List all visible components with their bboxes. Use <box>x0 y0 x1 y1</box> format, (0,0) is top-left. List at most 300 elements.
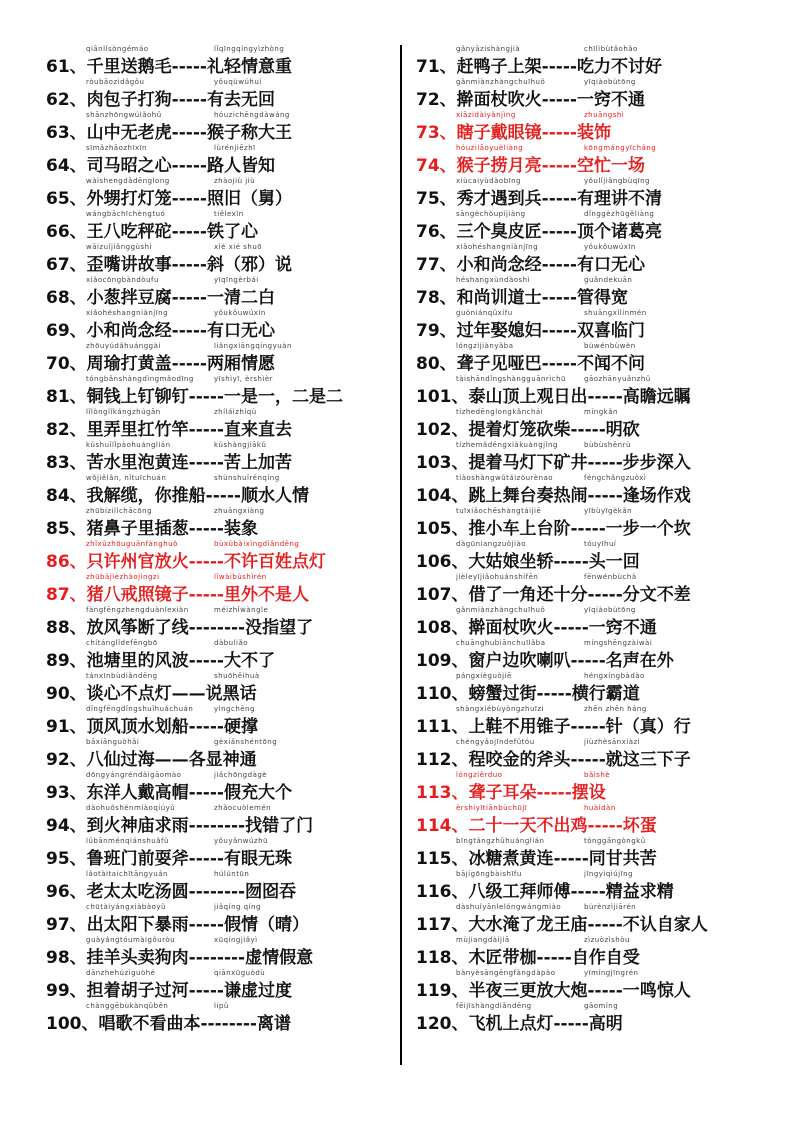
pinyin-second-part: qiānxūguòdù <box>214 969 266 977</box>
entry-number: 109、 <box>416 651 469 671</box>
dash-separator: ----- <box>188 387 224 407</box>
dash-separator: ----- <box>188 585 224 605</box>
entry-number: 64、 <box>46 156 87 176</box>
entry-number: 118、 <box>416 948 469 968</box>
entry-number: 83、 <box>46 453 87 473</box>
answer-part: 同甘共苦 <box>588 849 657 869</box>
pinyin-second-part: xūqíngjiǎyì <box>214 936 258 944</box>
entry-number: 94、 <box>46 816 87 836</box>
entry-text <box>416 551 640 573</box>
answer-part: 一窍不通 <box>576 90 645 110</box>
entry-text <box>416 485 691 507</box>
pinyin-first-part: bànyèsāngēngfàngdàpào <box>456 969 556 977</box>
entry-text <box>46 914 309 936</box>
pinyin-first-part: lóngzijiànyǎba <box>456 342 514 350</box>
entry-text <box>416 254 645 276</box>
entry-number: 93、 <box>46 783 87 803</box>
pinyin-second-part: shuāngxǐlínmén <box>584 309 647 317</box>
pinyin-first-part: xiǎohéshangniànjīng <box>86 309 169 317</box>
pinyin-second-part: lǐwàibùshìrén <box>214 573 267 581</box>
entry-text <box>46 584 309 606</box>
entry-number: 112、 <box>416 750 469 770</box>
answer-part: 就这三下子 <box>605 750 691 770</box>
pinyin-first-part: pángxièguòjiē <box>456 672 512 680</box>
pinyin-first-part: dōngyángréndàigāomào <box>86 771 182 779</box>
pinyin-first-part: guàyángtóumàigǒuròu <box>86 936 176 944</box>
entry-text <box>416 89 645 111</box>
pinyin-second-part: tóuyīhuí <box>584 540 617 548</box>
entry-number: 66、 <box>46 222 87 242</box>
entry-text <box>416 947 640 969</box>
answer-part: 顶个诸葛亮 <box>576 222 662 242</box>
entry-number: 65、 <box>46 189 87 209</box>
entry-number: 70、 <box>46 354 87 374</box>
xiehouyu-entry <box>416 771 766 804</box>
pinyin-second-part: xié xié shuō <box>214 243 263 251</box>
dash-separator: ----- <box>188 420 224 440</box>
xiehouyu-entry <box>46 507 384 540</box>
answer-part: 头一回 <box>588 552 640 572</box>
entry-text <box>46 782 292 804</box>
entry-number: 85、 <box>46 519 87 539</box>
pinyin-first-part: zhǐxǔzhōuguānfànghuǒ <box>86 540 178 548</box>
entry-number: 71、 <box>416 57 457 77</box>
dash-separator: ----- <box>587 816 623 836</box>
entry-text <box>46 419 292 441</box>
pinyin-second-part: yīmíngjīngrén <box>584 969 639 977</box>
riddle-part: 放风筝断了线 <box>86 618 189 638</box>
answer-part: 明砍 <box>605 420 640 440</box>
xiehouyu-entry <box>46 672 384 705</box>
dash-separator: ----- <box>188 651 224 671</box>
pinyin-first-part: dàgūniangzuòjiào <box>456 540 527 548</box>
answer-part: 没指望了 <box>245 618 314 638</box>
entry-number: 86、 <box>46 552 87 572</box>
answer-part: 斜（邪）说 <box>206 255 292 275</box>
xiehouyu-entry <box>416 441 766 474</box>
entry-text <box>46 980 292 1002</box>
dash-separator: ----- <box>171 255 207 275</box>
answer-part: 照旧（舅） <box>206 189 292 209</box>
pinyin-first-part: chéngyǎojīndefǔtóu <box>456 738 535 746</box>
entry-number: 61、 <box>46 57 87 77</box>
answer-part: 横行霸道 <box>571 684 640 704</box>
pinyin-first-part: ròubāozidǎgǒu <box>86 78 145 86</box>
riddle-part: 赶鸭子上架 <box>456 57 542 77</box>
dash-separator: ----- <box>536 684 572 704</box>
entry-text <box>416 386 691 408</box>
pinyin-second-part: yìngchēng <box>214 705 255 713</box>
answer-part: 离谱 <box>256 1014 291 1034</box>
pinyin-first-part: wàishengdǎdēnglong <box>86 177 170 185</box>
dash-separator: ----- <box>553 618 589 638</box>
pinyin-second-part: hóuzichēngdàwáng <box>214 111 290 119</box>
entry-number: 99、 <box>46 981 87 1001</box>
dash-separator: ----- <box>171 57 207 77</box>
answer-part: 说黑话 <box>205 684 257 704</box>
answer-part: 不认自家人 <box>622 915 708 935</box>
pinyin-first-part: chuānghubiānchuīlǎba <box>456 639 546 647</box>
dash-separator: ----- <box>205 486 241 506</box>
pinyin-second-part: yīqiàobùtōng <box>584 606 636 614</box>
entry-number: 113、 <box>416 783 469 803</box>
entry-number: 73、 <box>416 123 457 143</box>
answer-part: 摆设 <box>571 783 606 803</box>
riddle-part: 聋子见哑巴 <box>456 354 542 374</box>
dash-separator: -------- <box>188 882 246 902</box>
entry-text <box>46 1013 291 1035</box>
entry-number: 81、 <box>46 387 87 407</box>
riddle-part: 秀才遇到兵 <box>456 189 542 209</box>
xiehouyu-entry <box>416 705 766 738</box>
pinyin-first-part: tízhedēnglongkǎnchái <box>456 408 544 416</box>
xiehouyu-entry <box>46 1002 384 1035</box>
entry-number: 116、 <box>416 882 469 902</box>
entry-number: 120、 <box>416 1014 469 1034</box>
riddle-part: 擀面杖吹火 <box>468 618 554 638</box>
entry-text <box>46 881 296 903</box>
answer-part: 囫囵吞 <box>245 882 297 902</box>
xiehouyu-entry <box>416 969 766 1002</box>
riddle-part: 木匠带枷 <box>468 948 537 968</box>
dash-separator: ----- <box>541 123 577 143</box>
riddle-part: 瞎子戴眼镜 <box>456 123 542 143</box>
answer-part: 双喜临门 <box>576 321 645 341</box>
xiehouyu-entry <box>46 111 384 144</box>
pinyin-first-part: bāxiānguòhǎi <box>86 738 140 746</box>
answer-part: 硬撑 <box>223 717 258 737</box>
riddle-part: 大水淹了龙王庙 <box>468 915 588 935</box>
dash-separator: ----- <box>188 552 224 572</box>
riddle-part: 小和尚念经 <box>456 255 542 275</box>
dash-separator: ----- <box>587 453 623 473</box>
dash-separator: ----- <box>587 387 623 407</box>
riddle-part: 唱歌不看曲本 <box>98 1014 201 1034</box>
pinyin-second-part: dàbuliǎo <box>214 639 249 647</box>
column-divider <box>400 45 402 1065</box>
entry-text <box>416 320 645 342</box>
xiehouyu-entry <box>416 672 766 705</box>
answer-part: 管得宽 <box>576 288 628 308</box>
riddle-part: 肉包子打狗 <box>86 90 172 110</box>
pinyin-second-part: zhuāngshì <box>584 111 625 119</box>
answer-part: 假充大个 <box>223 783 292 803</box>
answer-part: 不闻不问 <box>576 354 645 374</box>
pinyin-first-part: lǔbānménqiánshuǎfǔ <box>86 837 169 845</box>
pinyin-second-part: yīqīngèrbái <box>214 276 259 284</box>
answer-part: 有口无心 <box>576 255 645 275</box>
dash-separator: ----- <box>171 354 207 374</box>
dash-separator: ----- <box>188 783 224 803</box>
dash-separator: -------- <box>188 948 246 968</box>
answer-part: 两厢情愿 <box>206 354 275 374</box>
entry-number: 110、 <box>416 684 469 704</box>
pinyin-second-part: bǎishè <box>584 771 611 779</box>
answer-part: 铁了心 <box>206 222 258 242</box>
entry-text <box>46 518 258 540</box>
entry-text <box>46 947 313 969</box>
entry-number: 79、 <box>416 321 457 341</box>
entry-text <box>46 452 292 474</box>
entry-text <box>416 914 708 936</box>
xiehouyu-entry <box>46 243 384 276</box>
dash-separator: —— <box>154 750 189 770</box>
pinyin-second-part: guǎndekuān <box>584 276 633 284</box>
entry-text <box>416 287 628 309</box>
pinyin-second-part: zìzuòzìshòu <box>584 936 630 944</box>
answer-part: 高瞻远瞩 <box>622 387 691 407</box>
pinyin-second-part: jiǎchōngdàgè <box>214 771 268 779</box>
entry-number: 74、 <box>416 156 457 176</box>
entry-text <box>46 683 257 705</box>
dash-separator: ----- <box>541 156 577 176</box>
pinyin-first-part: tuīxiǎochēshàngtáijiē <box>456 507 542 515</box>
answer-part: 大不了 <box>223 651 275 671</box>
riddle-part: 飞机上点灯 <box>468 1014 554 1034</box>
xiehouyu-entry <box>416 870 766 903</box>
entry-text <box>416 881 674 903</box>
dash-separator: ----- <box>171 123 207 143</box>
riddle-part: 里弄里扛竹竿 <box>86 420 189 440</box>
entry-number: 89、 <box>46 651 87 671</box>
entry-text <box>416 584 691 606</box>
pinyin-first-part: zhūbízilǐchācōng <box>86 507 153 515</box>
pinyin-first-part: lóngziěrduo <box>456 771 503 779</box>
answer-part: 一是一，二是二 <box>223 387 343 407</box>
riddle-part: 谈心不点灯 <box>86 684 172 704</box>
riddle-part: 窗户边吹喇叭 <box>468 651 571 671</box>
pinyin-second-part: zhēn zhēn háng <box>584 705 647 713</box>
pinyin-first-part: dānzhehúziguòhé <box>86 969 156 977</box>
entry-number: 62、 <box>46 90 87 110</box>
xiehouyu-entry <box>46 540 384 573</box>
dash-separator: ----- <box>171 189 207 209</box>
answer-part: 找错了门 <box>245 816 314 836</box>
pinyin-second-part: huàidàn <box>584 804 616 812</box>
entry-text <box>46 287 275 309</box>
entry-number: 87、 <box>46 585 87 605</box>
pinyin-first-part: chūtàiyángxiàbàoyǔ <box>86 903 166 911</box>
entry-number: 84、 <box>46 486 87 506</box>
riddle-part: 擀面杖吹火 <box>456 90 542 110</box>
xiehouyu-entry <box>46 771 384 804</box>
answer-part: 各显神通 <box>188 750 257 770</box>
entry-text <box>416 980 691 1002</box>
entry-text <box>46 386 343 408</box>
dash-separator: ----- <box>570 750 606 770</box>
riddle-part: 山中无老虎 <box>86 123 172 143</box>
pinyin-second-part: bùxǔbǎixìngdiǎndēng <box>214 540 300 548</box>
entry-text <box>416 221 662 243</box>
xiehouyu-entry <box>416 342 766 375</box>
pinyin-first-part: gǎnmiànzhàngchuīhuǒ <box>456 606 546 614</box>
dash-separator: ----- <box>553 1014 589 1034</box>
riddle-part: 挂羊头卖狗肉 <box>86 948 189 968</box>
pinyin-first-part: lǎotàitaichītāngyuán <box>86 870 168 878</box>
riddle-part: 外甥打灯笼 <box>86 189 172 209</box>
pinyin-first-part: chànggēbùkànqǔběn <box>86 1002 169 1010</box>
dash-separator: ----- <box>536 783 572 803</box>
pinyin-first-part: gǎnyāzishàngjià <box>456 45 521 53</box>
riddle-part: 到火神庙求雨 <box>86 816 189 836</box>
pinyin-first-part: shānzhōngwúlǎohǔ <box>86 111 162 119</box>
pinyin-first-part: mùjiangdàijiā <box>456 936 510 944</box>
pinyin-second-part: lípǔ <box>214 1002 229 1010</box>
pinyin-second-part: fēnwénbùchà <box>584 573 637 581</box>
entry-text <box>46 89 275 111</box>
answer-part: 空忙一场 <box>576 156 645 176</box>
entry-number: 95、 <box>46 849 87 869</box>
xiehouyu-entry <box>46 573 384 606</box>
answer-part: 精益求精 <box>605 882 674 902</box>
riddle-part: 猪八戒照镜子 <box>86 585 189 605</box>
answer-part: 步步深入 <box>622 453 691 473</box>
riddle-part: 鲁班门前耍斧 <box>86 849 189 869</box>
dash-separator: ----- <box>570 651 606 671</box>
answer-part: 装象 <box>223 519 258 539</box>
pinyin-first-part: hóuzilāoyuèliàng <box>456 144 524 152</box>
entry-number: 97、 <box>46 915 87 935</box>
xiehouyu-entry <box>416 375 766 408</box>
entry-text <box>46 617 313 639</box>
entry-text <box>416 683 640 705</box>
xiehouyu-entry <box>46 276 384 309</box>
dash-separator: ----- <box>541 354 577 374</box>
riddle-part: 苦水里泡黄连 <box>86 453 189 473</box>
xiehouyu-entry <box>46 903 384 936</box>
pinyin-second-part: tónggāngòngkǔ <box>584 837 646 845</box>
entry-text <box>416 155 645 177</box>
riddle-part: 铜钱上钉铆钉 <box>86 387 189 407</box>
xiehouyu-entry <box>46 837 384 870</box>
xiehouyu-entry <box>416 276 766 309</box>
pinyin-first-part: tánxīnbùdiǎndēng <box>86 672 158 680</box>
xiehouyu-entry <box>46 45 384 78</box>
riddle-part: 我解缆，你推船 <box>86 486 206 506</box>
riddle-part: 提着马灯下矿井 <box>468 453 588 473</box>
entry-text <box>46 56 292 78</box>
dash-separator: -------- <box>188 816 246 836</box>
riddle-part: 三个臭皮匠 <box>456 222 542 242</box>
entry-number: 69、 <box>46 321 87 341</box>
xiehouyu-entry <box>46 738 384 771</box>
entry-number: 80、 <box>416 354 457 374</box>
pinyin-second-part: héngxíngbàdào <box>584 672 645 680</box>
pinyin-first-part: zhōuyúdǎhuánggài <box>86 342 161 350</box>
riddle-part: 过年娶媳妇 <box>456 321 542 341</box>
pinyin-second-part: yībùyīgèkǎn <box>584 507 633 515</box>
xiehouyu-entry <box>416 573 766 606</box>
pinyin-second-part: zhuāngxiàng <box>214 507 265 515</box>
answer-part: 假情（晴） <box>223 915 309 935</box>
dash-separator: ----- <box>541 57 577 77</box>
pinyin-second-part: kōngmángyīchǎng <box>584 144 657 152</box>
riddle-part: 提着灯笼砍柴 <box>468 420 571 440</box>
pinyin-second-part: bùbùshēnrù <box>584 441 631 449</box>
entry-text <box>416 749 691 771</box>
pinyin-second-part: shuōhēihuà <box>214 672 260 680</box>
entry-text <box>416 188 662 210</box>
pinyin-second-part: yīshìyī, èrshìèr <box>214 375 274 383</box>
entry-number: 92、 <box>46 750 87 770</box>
riddle-part: 跳上舞台奏热闹 <box>468 486 588 506</box>
left-column <box>46 45 384 1035</box>
pinyin-second-part: míngshēngzàiwài <box>584 639 653 647</box>
riddle-part: 泰山顶上观日出 <box>468 387 588 407</box>
entry-text <box>416 650 674 672</box>
dash-separator: ----- <box>536 948 572 968</box>
pinyin-second-part: gèxiǎnshéntōng <box>214 738 278 746</box>
entry-text <box>416 716 691 738</box>
pinyin-first-part: wángbāchīchèngtuó <box>86 210 166 218</box>
answer-part: 顺水人情 <box>240 486 309 506</box>
answer-part: 直来直去 <box>223 420 292 440</box>
pinyin-first-part: guòniánqǔxífu <box>456 309 513 317</box>
riddle-part: 程咬金的斧头 <box>468 750 571 770</box>
entry-text <box>416 452 691 474</box>
xiehouyu-entry <box>416 903 766 936</box>
dash-separator: ----- <box>541 288 577 308</box>
riddle-part: 借了一角还十分 <box>468 585 588 605</box>
xiehouyu-entry <box>416 210 766 243</box>
xiehouyu-entry <box>46 78 384 111</box>
riddle-part: 半夜三更放大炮 <box>468 981 588 1001</box>
entry-number: 98、 <box>46 948 87 968</box>
riddle-part: 周瑜打黄盖 <box>86 354 172 374</box>
xiehouyu-entry <box>416 309 766 342</box>
dash-separator: ----- <box>188 981 224 1001</box>
pinyin-second-part: bùwénbùwèn <box>584 342 636 350</box>
xiehouyu-entry <box>416 111 766 144</box>
pinyin-first-part: xiǎohéshangniànjīng <box>456 243 539 251</box>
entry-text <box>46 221 258 243</box>
entry-number: 72、 <box>416 90 457 110</box>
entry-text <box>416 1013 623 1035</box>
riddle-part: 聋子耳朵 <box>468 783 537 803</box>
riddle-part: 猪鼻子里插葱 <box>86 519 189 539</box>
entry-text <box>416 848 657 870</box>
entry-text <box>416 419 640 441</box>
pinyin-first-part: bājígōngbàishīfu <box>456 870 522 878</box>
dash-separator: ----- <box>587 981 623 1001</box>
entry-text <box>46 320 275 342</box>
dash-separator: ----- <box>553 552 589 572</box>
xiehouyu-entry <box>416 639 766 672</box>
pinyin-second-part: liǎngxiāngqíngyuàn <box>214 342 292 350</box>
entry-text <box>416 56 662 78</box>
pinyin-first-part: tóngbǎnshàngdìngmǎodīng <box>86 375 194 383</box>
answer-part: 分文不差 <box>622 585 691 605</box>
entry-text <box>46 155 275 177</box>
dash-separator: ----- <box>587 486 623 506</box>
xiehouyu-entry <box>416 45 766 78</box>
dash-separator: ----- <box>570 519 606 539</box>
xiehouyu-entry <box>416 804 766 837</box>
answer-part: 虚情假意 <box>245 948 314 968</box>
xiehouyu-entry <box>46 474 384 507</box>
riddle-part: 猴子捞月亮 <box>456 156 542 176</box>
xiehouyu-entry <box>416 177 766 210</box>
dash-separator: ----- <box>188 849 224 869</box>
answer-part: 有口无心 <box>206 321 275 341</box>
pinyin-first-part: xiāzidàiyǎnjìng <box>456 111 516 119</box>
pinyin-first-part: jièleyījiǎohuánshífēn <box>456 573 539 581</box>
entry-number: 100、 <box>46 1014 99 1034</box>
entry-number: 104、 <box>416 486 469 506</box>
riddle-part: 池塘里的风波 <box>86 651 189 671</box>
dash-separator: ----- <box>171 288 207 308</box>
dash-separator: ----- <box>541 255 577 275</box>
